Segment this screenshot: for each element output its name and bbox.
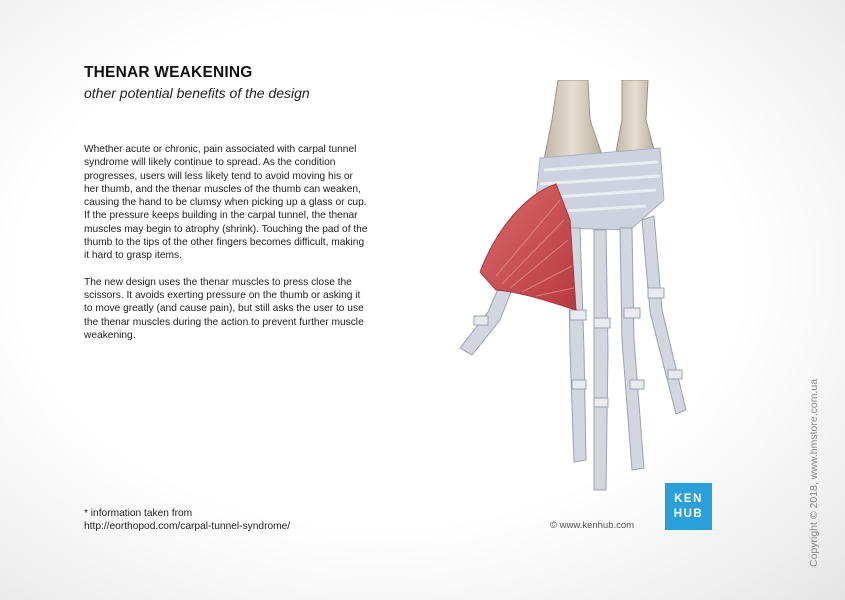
page-subtitle: other potential benefits of the design xyxy=(84,85,310,101)
paragraph-2: The new design uses the thenar muscles to press close the scissors. It avoids exerting pressure on the thumb or asking it to move greatly (and cause pain), but still asks the user to use the thenar muscles during the action to prevent further muscle weakening. xyxy=(84,276,364,341)
kenhub-logo xyxy=(665,483,712,530)
image-credit: © www.kenhub.com xyxy=(550,520,635,531)
logo-text-bottom: HUB xyxy=(673,507,704,520)
footnote xyxy=(84,507,290,534)
logo-text-top: KEN xyxy=(674,492,703,505)
footnote-label: * information taken from xyxy=(84,508,193,519)
paragraph-1: Whether acute or chronic, pain associated with carpal tunnel syndrome will likely continue to spread. As the condition progresses, users will less likely tend to avoid moving his or her thumb, and the thenar muscles of the thumb can weaken, causing the hand to be clumsy when picking up a glass or cup. If the pressure keeps building in the carpal tunnel, the thenar muscles may begin to atrophy (shrink). Touching the pad of the thumb to the tips of the other fingers becomes difficult, making it hard to grasp items. xyxy=(84,144,368,262)
forearm-bones xyxy=(544,80,654,160)
footnote-link[interactable]: http://eorthopod.com/carpal-tunnel-syndrome/ xyxy=(84,521,291,533)
body-text xyxy=(84,143,370,355)
hand-anatomy-illustration xyxy=(440,80,700,510)
thenar-muscles xyxy=(480,184,576,310)
page-title: THENAR WEAKENING xyxy=(84,64,253,81)
copyright-note: Copyright © 2018, www.hmstore.com.ua xyxy=(808,378,820,567)
